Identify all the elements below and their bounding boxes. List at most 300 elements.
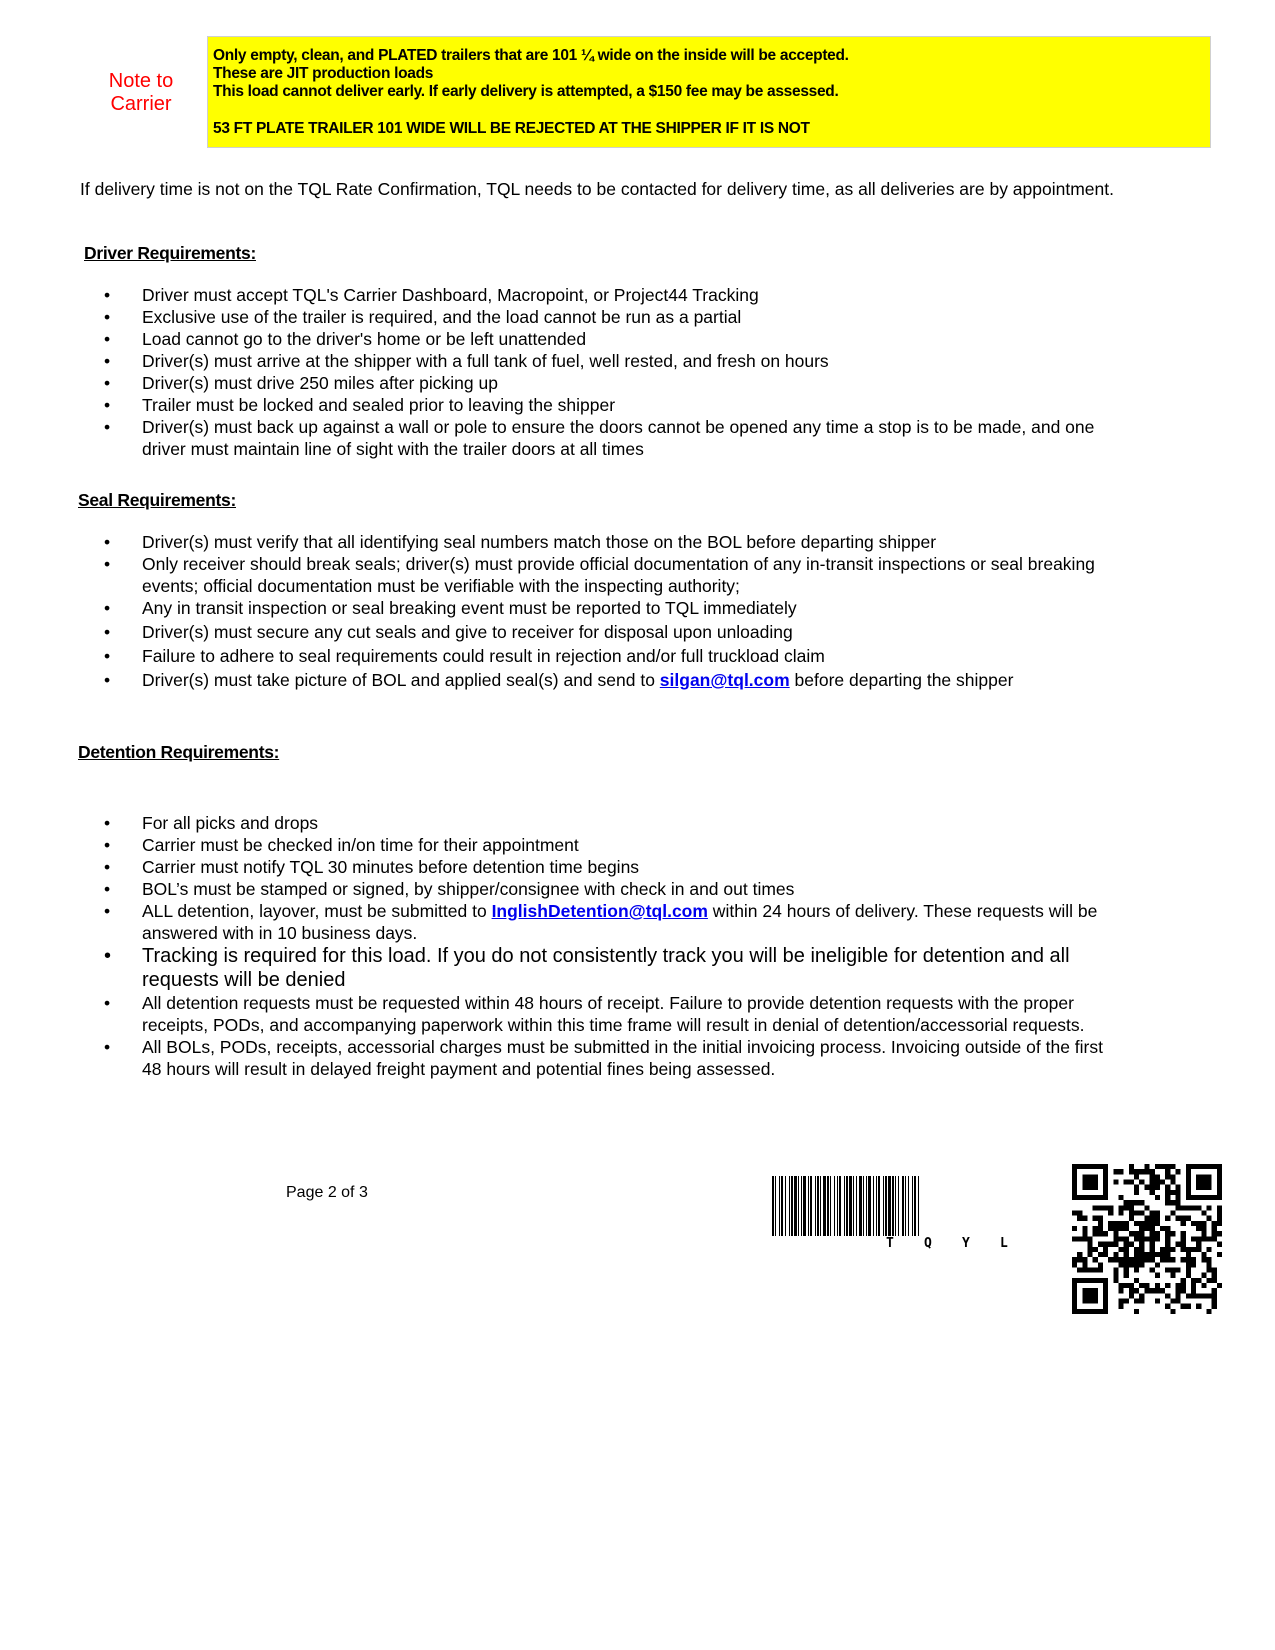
qr-module xyxy=(1165,1226,1170,1231)
note-label-line1: Note to xyxy=(108,70,174,92)
qr-module xyxy=(1082,1195,1087,1200)
barcode-bar xyxy=(866,1176,867,1236)
qr-module xyxy=(1191,1236,1196,1241)
qr-module xyxy=(1129,1200,1134,1205)
qr-module xyxy=(1196,1221,1201,1226)
qr-module xyxy=(1212,1195,1217,1200)
qr-module xyxy=(1212,1231,1217,1236)
qr-module xyxy=(1113,1257,1118,1262)
qr-module xyxy=(1098,1262,1103,1267)
barcode-bar xyxy=(914,1176,916,1236)
qr-module xyxy=(1139,1226,1144,1231)
list-item: • Driver(s) must arrive at the shipper with a full tank of fuel, well rested, and fresh on hours xyxy=(104,351,829,371)
qr-module xyxy=(1150,1211,1155,1216)
qr-module xyxy=(1103,1185,1108,1190)
qr-module xyxy=(1191,1164,1196,1169)
qr-module xyxy=(1186,1293,1191,1298)
qr-module xyxy=(1134,1309,1139,1314)
qr-module xyxy=(1212,1288,1217,1293)
qr-module xyxy=(1139,1242,1144,1247)
qr-module xyxy=(1160,1180,1165,1185)
qr-module xyxy=(1072,1185,1077,1190)
qr-module xyxy=(1170,1267,1175,1272)
qr-module xyxy=(1129,1164,1134,1169)
qr-module xyxy=(1206,1185,1211,1190)
qr-module xyxy=(1201,1236,1206,1241)
qr-module xyxy=(1139,1169,1144,1174)
qr-module xyxy=(1160,1252,1165,1257)
qr-module xyxy=(1072,1298,1077,1303)
qr-module xyxy=(1139,1262,1144,1267)
qr-module xyxy=(1124,1252,1129,1257)
qr-module xyxy=(1113,1267,1118,1272)
qr-module xyxy=(1119,1304,1124,1309)
qr-module xyxy=(1088,1236,1093,1241)
qr-module xyxy=(1082,1293,1087,1298)
qr-module xyxy=(1201,1164,1206,1169)
qr-module xyxy=(1088,1278,1093,1283)
qr-module xyxy=(1170,1309,1175,1314)
qr-module xyxy=(1119,1298,1124,1303)
qr-module xyxy=(1072,1211,1077,1216)
note-box xyxy=(207,36,1211,148)
qr-module xyxy=(1144,1288,1149,1293)
qr-module xyxy=(1155,1236,1160,1241)
qr-module xyxy=(1088,1195,1093,1200)
qr-module xyxy=(1072,1304,1077,1309)
qr-module xyxy=(1088,1267,1093,1272)
barcode-bar xyxy=(898,1176,899,1236)
barcode-bar xyxy=(779,1176,780,1236)
qr-module xyxy=(1165,1252,1170,1257)
qr-module xyxy=(1134,1211,1139,1216)
qr-module xyxy=(1150,1180,1155,1185)
qr-module xyxy=(1098,1226,1103,1231)
seal-requirements-list xyxy=(104,531,1104,691)
qr-module xyxy=(1072,1236,1077,1241)
qr-module xyxy=(1077,1164,1082,1169)
qr-module xyxy=(1134,1298,1139,1303)
qr-module xyxy=(1175,1205,1180,1210)
qr-module xyxy=(1129,1169,1134,1174)
qr-module xyxy=(1139,1247,1144,1252)
qr-module xyxy=(1181,1304,1186,1309)
barcode-bar xyxy=(830,1176,831,1236)
barcode-bar xyxy=(844,1176,845,1236)
qr-module xyxy=(1201,1273,1206,1278)
qr-module xyxy=(1217,1211,1222,1216)
qr-module xyxy=(1165,1195,1170,1200)
qr-module xyxy=(1201,1226,1206,1231)
qr-module xyxy=(1098,1205,1103,1210)
note-line: 53 FT PLATE TRAILER 101 WIDE WILL BE REJECTED AT THE SHIPPER IF IT IS NOT xyxy=(213,120,810,137)
qr-module xyxy=(1113,1242,1118,1247)
qr-module xyxy=(1088,1252,1093,1257)
qr-module xyxy=(1124,1262,1129,1267)
barcode-char: Q xyxy=(924,1236,932,1251)
qr-module xyxy=(1212,1267,1217,1272)
list-item: • Load cannot go to the driver's home or be left unattended xyxy=(104,329,587,349)
qr-module xyxy=(1217,1180,1222,1185)
qr-module xyxy=(1088,1309,1093,1314)
barcode-bar xyxy=(775,1176,776,1236)
qr-module xyxy=(1175,1169,1180,1174)
barcode-bar xyxy=(883,1176,884,1236)
qr-module xyxy=(1170,1200,1175,1205)
barcode-char: L xyxy=(1000,1236,1008,1251)
qr-module xyxy=(1093,1288,1098,1293)
qr-module xyxy=(1155,1211,1160,1216)
qr-module xyxy=(1124,1267,1129,1272)
qr-module xyxy=(1191,1257,1196,1262)
qr-module xyxy=(1170,1231,1175,1236)
qr-module xyxy=(1103,1205,1108,1210)
qr-module xyxy=(1103,1293,1108,1298)
qr-module xyxy=(1170,1174,1175,1179)
qr-module xyxy=(1134,1236,1139,1241)
qr-module xyxy=(1165,1164,1170,1169)
qr-module xyxy=(1139,1221,1144,1226)
qr-module xyxy=(1124,1200,1129,1205)
qr-module xyxy=(1165,1185,1170,1190)
note-to-carrier-label xyxy=(95,70,187,116)
barcode-bar xyxy=(820,1176,821,1236)
list-item: • Any in transit inspection or seal breaking event must be reported to TQL immediately xyxy=(104,598,797,618)
qr-module xyxy=(1175,1267,1180,1272)
qr-module xyxy=(1150,1252,1155,1257)
qr-module xyxy=(1129,1288,1134,1293)
qr-module xyxy=(1098,1309,1103,1314)
qr-module xyxy=(1217,1164,1222,1169)
barcode-bar xyxy=(859,1176,862,1236)
qr-module xyxy=(1108,1221,1113,1226)
qr-module xyxy=(1129,1293,1134,1298)
qr-module xyxy=(1103,1174,1108,1179)
barcode-bar xyxy=(853,1176,854,1236)
qr-module xyxy=(1150,1242,1155,1247)
qr-module xyxy=(1119,1169,1124,1174)
qr-module xyxy=(1082,1309,1087,1314)
qr-module xyxy=(1144,1169,1149,1174)
barcode-bar xyxy=(794,1176,797,1236)
qr-module xyxy=(1103,1247,1108,1252)
qr-module xyxy=(1072,1164,1077,1169)
qr-module xyxy=(1082,1216,1087,1221)
qr-module xyxy=(1129,1283,1134,1288)
qr-module xyxy=(1134,1185,1139,1190)
qr-module xyxy=(1072,1283,1077,1288)
qr-module xyxy=(1082,1164,1087,1169)
qr-module xyxy=(1206,1278,1211,1283)
qr-module xyxy=(1129,1211,1134,1216)
qr-module xyxy=(1181,1231,1186,1236)
barcode-bar xyxy=(849,1176,852,1236)
qr-module xyxy=(1134,1247,1139,1252)
qr-module xyxy=(1186,1174,1191,1179)
qr-module xyxy=(1191,1205,1196,1210)
qr-module xyxy=(1181,1247,1186,1252)
barcode-bar xyxy=(781,1176,783,1236)
qr-module xyxy=(1217,1216,1222,1221)
barcode-bar xyxy=(873,1176,874,1236)
qr-module xyxy=(1206,1262,1211,1267)
qr-module xyxy=(1206,1236,1211,1241)
qr-module xyxy=(1144,1164,1149,1169)
qr-module xyxy=(1134,1190,1139,1195)
qr-module xyxy=(1134,1231,1139,1236)
qr-module xyxy=(1077,1309,1082,1314)
qr-module xyxy=(1103,1231,1108,1236)
qr-module xyxy=(1191,1195,1196,1200)
qr-module xyxy=(1170,1180,1175,1185)
list-item: • Trailer must be locked and sealed prior to leaving the shipper xyxy=(104,395,616,415)
barcode-bar xyxy=(888,1176,891,1236)
driver-requirements-list xyxy=(104,284,1104,460)
qr-module xyxy=(1082,1298,1087,1303)
qr-module xyxy=(1206,1309,1211,1314)
list-item: • Exclusive use of the trailer is required, and the load cannot be run as a partial xyxy=(104,307,742,327)
qr-module xyxy=(1093,1298,1098,1303)
qr-module xyxy=(1170,1257,1175,1262)
qr-module xyxy=(1098,1242,1103,1247)
barcode-bar xyxy=(827,1176,829,1236)
qr-module xyxy=(1088,1180,1093,1185)
qr-module xyxy=(1186,1257,1191,1262)
barcode-bar xyxy=(856,1176,857,1236)
qr-module xyxy=(1072,1174,1077,1179)
qr-module xyxy=(1088,1247,1093,1252)
qr-module xyxy=(1201,1257,1206,1262)
qr-module xyxy=(1217,1190,1222,1195)
qr-module xyxy=(1093,1257,1098,1262)
list-item: • Failure to adhere to seal requirements could result in rejection and/or full truckload claim xyxy=(104,646,825,666)
qr-module xyxy=(1201,1221,1206,1226)
list-item: • All BOLs, PODs, receipts, accessorial charges must be submitted in the initial invoicing process. Invoicing outside of the first 48 hours will result in delayed freight payment and potential fines being assessed. xyxy=(104,1037,1103,1079)
qr-module xyxy=(1119,1221,1124,1226)
qr-module xyxy=(1170,1164,1175,1169)
barcode-char: T xyxy=(886,1236,894,1251)
qr-module xyxy=(1196,1242,1201,1247)
barcode-char: Y xyxy=(962,1236,970,1251)
qr-module xyxy=(1181,1221,1186,1226)
note-line: Only empty, clean, and PLATED trailers that are 101 ¼ wide on the inside will be accepted. xyxy=(213,47,849,64)
qr-module xyxy=(1201,1293,1206,1298)
list-item: • Carrier must notify TQL 30 minutes before detention time begins xyxy=(104,857,640,877)
qr-module xyxy=(1212,1164,1217,1169)
qr-module xyxy=(1103,1252,1108,1257)
qr-module xyxy=(1082,1262,1087,1267)
qr-module xyxy=(1217,1221,1222,1226)
qr-module xyxy=(1175,1293,1180,1298)
qr-module xyxy=(1191,1288,1196,1293)
barcode-bar xyxy=(839,1176,841,1236)
barcode-bar xyxy=(905,1176,906,1236)
delivery-intro: If delivery time is not on the TQL Rate Confirmation, TQL needs to be contacted for delivery time, as all deliveries are by appointment. xyxy=(80,179,1114,199)
qr-module xyxy=(1093,1185,1098,1190)
qr-module xyxy=(1181,1283,1186,1288)
qr-module xyxy=(1082,1226,1087,1231)
qr-module xyxy=(1165,1247,1170,1252)
qr-module xyxy=(1098,1221,1103,1226)
qr-module xyxy=(1124,1273,1129,1278)
qr-module xyxy=(1196,1174,1201,1179)
qr-module xyxy=(1155,1216,1160,1221)
qr-module xyxy=(1113,1180,1118,1185)
qr-module xyxy=(1108,1242,1113,1247)
barcode-bar xyxy=(803,1176,806,1236)
qr-module xyxy=(1093,1226,1098,1231)
qr-module xyxy=(1077,1211,1082,1216)
qr-module xyxy=(1217,1231,1222,1236)
qr-module xyxy=(1165,1267,1170,1272)
qr-module xyxy=(1201,1195,1206,1200)
qr-module xyxy=(1170,1211,1175,1216)
qr-module xyxy=(1186,1169,1191,1174)
barcode-bar xyxy=(810,1176,812,1236)
qr-module xyxy=(1150,1288,1155,1293)
qr-module xyxy=(1206,1267,1211,1272)
qr-module xyxy=(1191,1262,1196,1267)
qr-module xyxy=(1144,1283,1149,1288)
qr-module xyxy=(1175,1242,1180,1247)
qr-module xyxy=(1191,1247,1196,1252)
qr-module xyxy=(1212,1273,1217,1278)
barcode-bar xyxy=(912,1176,913,1236)
qr-module xyxy=(1160,1288,1165,1293)
qr-module xyxy=(1196,1180,1201,1185)
qr-module xyxy=(1196,1195,1201,1200)
qr-module xyxy=(1144,1221,1149,1226)
qr-module xyxy=(1098,1252,1103,1257)
qr-module xyxy=(1165,1283,1170,1288)
qr-module xyxy=(1103,1309,1108,1314)
qr-module xyxy=(1201,1180,1206,1185)
qr-module xyxy=(1175,1283,1180,1288)
qr-module xyxy=(1196,1205,1201,1210)
detention-requirements-heading: Detention Requirements: xyxy=(78,742,280,762)
qr-module xyxy=(1155,1180,1160,1185)
qr-module xyxy=(1139,1257,1144,1262)
qr-module xyxy=(1098,1267,1103,1272)
qr-module xyxy=(1165,1200,1170,1205)
qr-module xyxy=(1155,1283,1160,1288)
qr-module xyxy=(1160,1247,1165,1252)
qr-module xyxy=(1093,1309,1098,1314)
barcode-bar xyxy=(868,1176,871,1236)
qr-module xyxy=(1196,1293,1201,1298)
qr-module xyxy=(1093,1267,1098,1272)
qr-module xyxy=(1201,1231,1206,1236)
qr-module xyxy=(1201,1211,1206,1216)
qr-module xyxy=(1155,1174,1160,1179)
qr-module xyxy=(1103,1242,1108,1247)
qr-module xyxy=(1119,1262,1124,1267)
qr-module xyxy=(1150,1221,1155,1226)
qr-module xyxy=(1165,1231,1170,1236)
qr-module xyxy=(1165,1242,1170,1247)
qr-module xyxy=(1129,1231,1134,1236)
qr-module xyxy=(1088,1174,1093,1179)
qr-module xyxy=(1129,1262,1134,1267)
qr-module xyxy=(1186,1164,1191,1169)
seal-requirements-heading: Seal Requirements: xyxy=(78,490,236,510)
barcode-bar xyxy=(863,1176,864,1236)
qr-module xyxy=(1119,1283,1124,1288)
qr-module xyxy=(1186,1262,1191,1267)
qr-module xyxy=(1124,1283,1129,1288)
qr-module xyxy=(1088,1288,1093,1293)
silgan-email-link[interactable]: silgan@tql.com xyxy=(659,670,790,690)
qr-module xyxy=(1191,1278,1196,1283)
qr-module xyxy=(1150,1185,1155,1190)
qr-module xyxy=(1098,1216,1103,1221)
qr-module xyxy=(1103,1180,1108,1185)
qr-module xyxy=(1098,1231,1103,1236)
qr-module xyxy=(1077,1257,1082,1262)
qr-module xyxy=(1217,1195,1222,1200)
qr-module xyxy=(1206,1216,1211,1221)
qr-module xyxy=(1139,1200,1144,1205)
qr-module xyxy=(1108,1211,1113,1216)
qr-module xyxy=(1196,1247,1201,1252)
list-item: • Driver(s) must drive 250 miles after picking up xyxy=(104,373,498,393)
qr-module xyxy=(1170,1247,1175,1252)
qr-module xyxy=(1072,1293,1077,1298)
barcode-bar xyxy=(798,1176,799,1236)
qr-module xyxy=(1155,1231,1160,1236)
qr-module xyxy=(1186,1247,1191,1252)
qr-module xyxy=(1212,1236,1217,1241)
qr-module xyxy=(1134,1278,1139,1283)
qr-module xyxy=(1155,1195,1160,1200)
qr-module xyxy=(1103,1195,1108,1200)
qr-module xyxy=(1134,1221,1139,1226)
qr-module xyxy=(1150,1236,1155,1241)
qr-module xyxy=(1082,1185,1087,1190)
list-item: • Driver(s) must back up against a wall or pole to ensure the doors cannot be opened any time a stop is to be made, and one driver must maintain line of sight with the trailer doors at all times xyxy=(104,417,1095,459)
qr-module xyxy=(1113,1231,1118,1236)
qr-module xyxy=(1150,1174,1155,1179)
qr-module xyxy=(1206,1247,1211,1252)
barcode-bar xyxy=(834,1176,835,1236)
qr-module xyxy=(1170,1298,1175,1303)
qr-module xyxy=(1150,1190,1155,1195)
qr-module xyxy=(1186,1273,1191,1278)
qr-module xyxy=(1212,1298,1217,1303)
qr-module xyxy=(1196,1226,1201,1231)
qr-module xyxy=(1119,1226,1124,1231)
qr-module xyxy=(1093,1180,1098,1185)
qr-module xyxy=(1155,1252,1160,1257)
qr-module xyxy=(1129,1216,1134,1221)
qr-module xyxy=(1212,1221,1217,1226)
barcode-bar xyxy=(823,1176,826,1236)
qr-module xyxy=(1093,1231,1098,1236)
qr-module xyxy=(1181,1216,1186,1221)
qr-module xyxy=(1155,1262,1160,1267)
qr-module xyxy=(1155,1288,1160,1293)
qr-module xyxy=(1181,1288,1186,1293)
qr-module xyxy=(1113,1226,1118,1231)
qr-module xyxy=(1155,1221,1160,1226)
detention-email-link[interactable]: InglishDetention@tql.com xyxy=(491,901,708,921)
qr-module xyxy=(1206,1180,1211,1185)
qr-module xyxy=(1103,1283,1108,1288)
qr-module xyxy=(1129,1205,1134,1210)
qr-module xyxy=(1093,1293,1098,1298)
qr-module xyxy=(1155,1185,1160,1190)
barcode-bar xyxy=(837,1176,838,1236)
